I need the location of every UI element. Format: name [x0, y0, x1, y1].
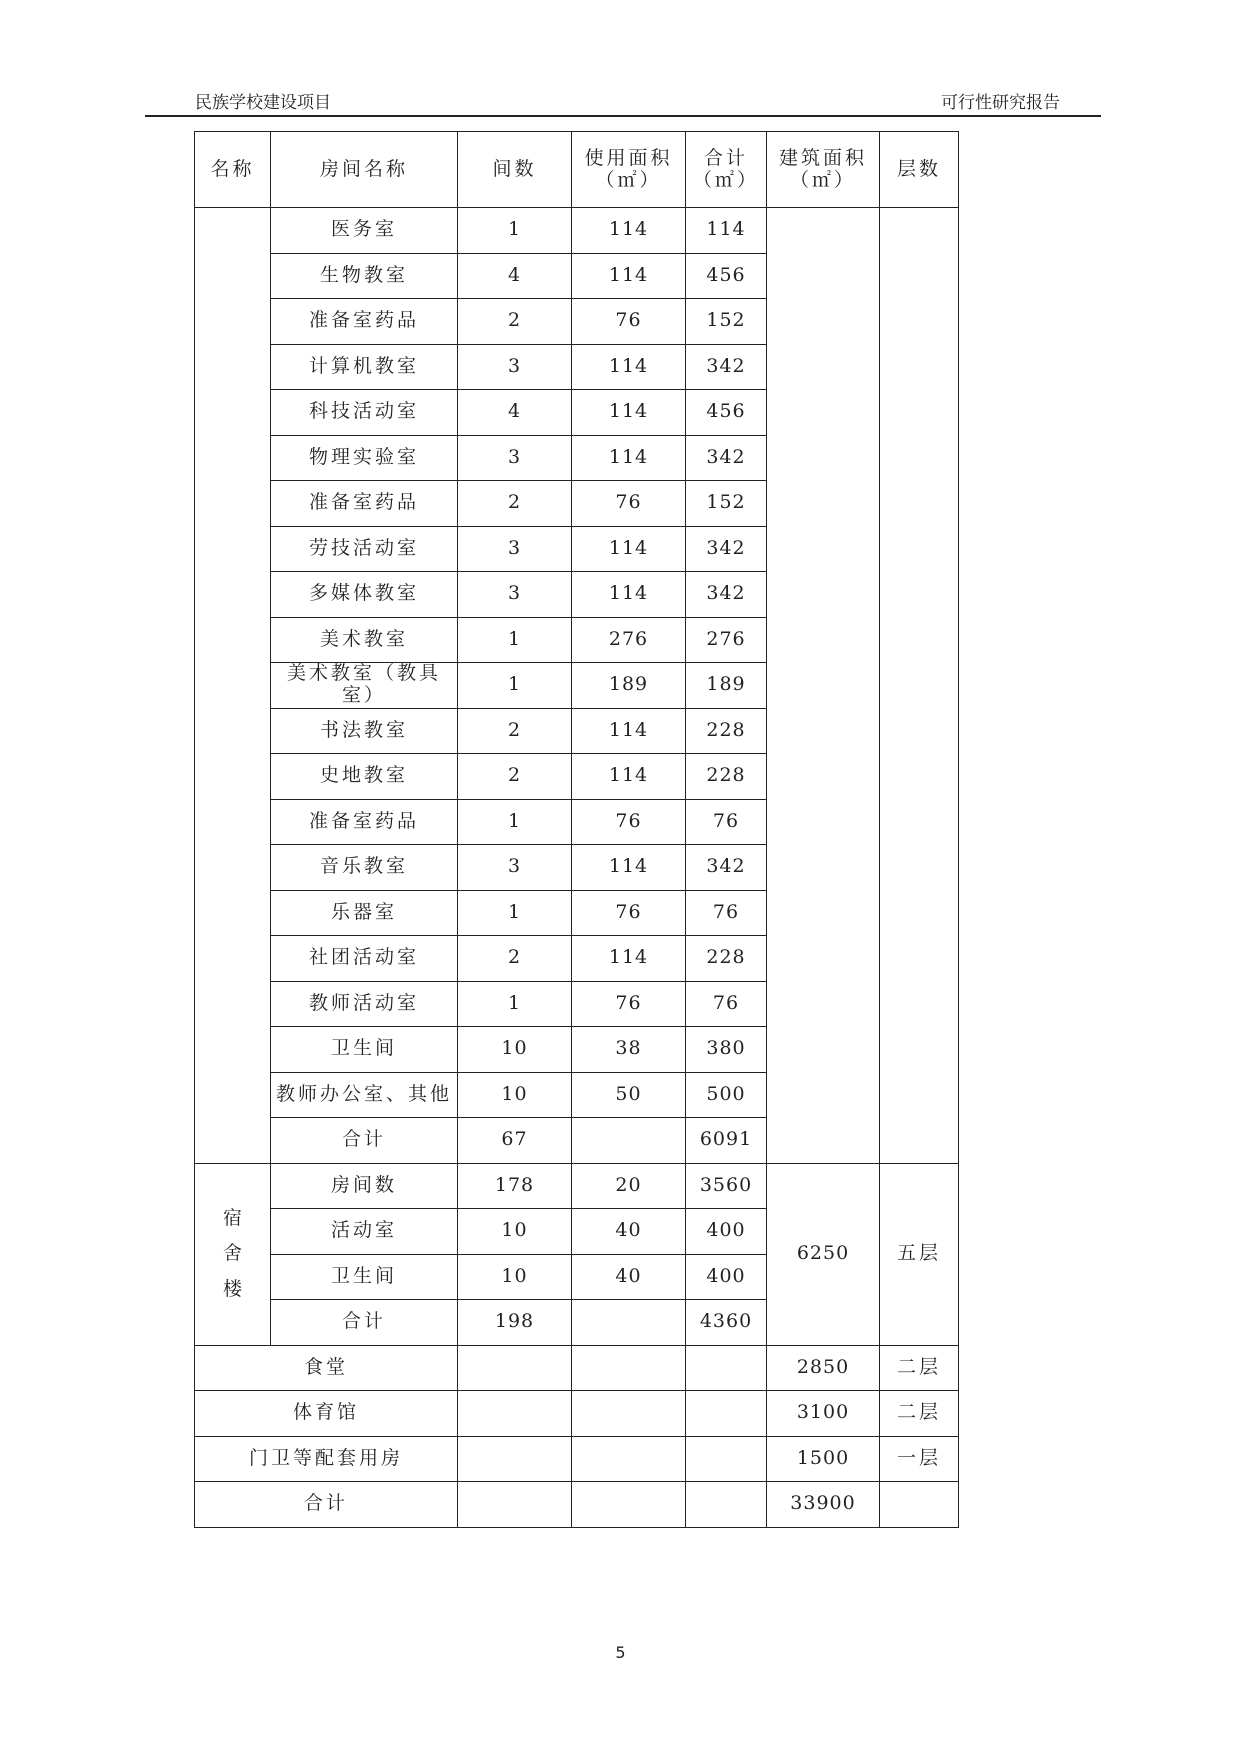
use-area-cell: 76: [572, 890, 686, 936]
use-area-cell: 76: [572, 481, 686, 527]
use-area-cell: 114: [572, 390, 686, 436]
use-area-cell: 38: [572, 1027, 686, 1073]
total-area-cell: 76: [686, 799, 767, 845]
use-area-cell: 114: [572, 208, 686, 254]
col-header-total: 合计（㎡）: [686, 132, 767, 208]
total-area-cell: 456: [686, 253, 767, 299]
room-count-cell: 2: [458, 936, 572, 982]
room-name-cell: 社团活动室: [271, 936, 458, 982]
use-area-cell: 114: [572, 845, 686, 891]
room-count-cell: 3: [458, 572, 572, 618]
use-area-cell: 114: [572, 572, 686, 618]
table-row: [195, 1391, 959, 1437]
table-header-row: [195, 132, 959, 208]
dorm-build-area-cell: 6250: [767, 1163, 880, 1345]
build-area-cell: [767, 208, 880, 1164]
total-area-cell: 380: [686, 1027, 767, 1073]
use-area-cell: 114: [572, 435, 686, 481]
table-row: [195, 1163, 959, 1209]
room-name-cell: 合计: [271, 1118, 458, 1164]
room-name-cell: 音乐教室: [271, 845, 458, 891]
floors-cell: 二层: [880, 1391, 959, 1437]
room-name-cell: 活动室: [271, 1209, 458, 1255]
total-area-cell: 189: [686, 663, 767, 709]
total-area-cell: 342: [686, 344, 767, 390]
room-count-cell: 3: [458, 845, 572, 891]
total-area-cell: 76: [686, 981, 767, 1027]
room-count-cell: 10: [458, 1209, 572, 1255]
total-area-cell: 342: [686, 572, 767, 618]
room-name-cell: 科技活动室: [271, 390, 458, 436]
room-count-cell: 10: [458, 1027, 572, 1073]
use-area-cell: 189: [572, 663, 686, 709]
total-area-cell: 342: [686, 435, 767, 481]
room-name-cell: 教师办公室、其他: [271, 1072, 458, 1118]
room-count-cell: 2: [458, 481, 572, 527]
room-name-cell: 史地教室: [271, 754, 458, 800]
use-area-cell: 76: [572, 981, 686, 1027]
building-area-table: [194, 131, 959, 1528]
room-name-cell: 乐器室: [271, 890, 458, 936]
use-area-cell: [572, 1300, 686, 1346]
build-area-cell: 3100: [767, 1391, 880, 1437]
room-count-cell: 3: [458, 435, 572, 481]
room-name-cell: 准备室药品: [271, 481, 458, 527]
use-area-cell: 114: [572, 754, 686, 800]
table-row: [195, 1482, 959, 1528]
build-area-cell: 1500: [767, 1436, 880, 1482]
page-number: 5: [615, 1643, 626, 1662]
room-count-cell: 198: [458, 1300, 572, 1346]
room-count-cell: 10: [458, 1072, 572, 1118]
use-area-cell: 76: [572, 299, 686, 345]
room-name-cell: 美术教室: [271, 617, 458, 663]
room-name-cell: 计算机教室: [271, 344, 458, 390]
room-count-cell: 1: [458, 663, 572, 709]
col-header-name: 名称: [195, 132, 271, 208]
building-name-cell: 合计: [195, 1482, 458, 1528]
use-area-cell: [572, 1436, 686, 1482]
use-area-cell: 50: [572, 1072, 686, 1118]
room-count-cell: 2: [458, 708, 572, 754]
use-area-cell: 114: [572, 526, 686, 572]
building-name-cell: 门卫等配套用房: [195, 1436, 458, 1482]
total-area-cell: 342: [686, 845, 767, 891]
room-count-cell: [458, 1436, 572, 1482]
use-area-cell: 76: [572, 799, 686, 845]
group-name-cell: [195, 208, 271, 1164]
room-count-cell: 178: [458, 1163, 572, 1209]
room-name-cell: 卫生间: [271, 1027, 458, 1073]
room-name-cell: 医务室: [271, 208, 458, 254]
total-area-cell: 6091: [686, 1118, 767, 1164]
use-area-cell: 114: [572, 708, 686, 754]
room-count-cell: 1: [458, 208, 572, 254]
room-name-cell: 准备室药品: [271, 299, 458, 345]
building-name-cell: 体育馆: [195, 1391, 458, 1437]
use-area-cell: [572, 1482, 686, 1528]
room-count-cell: [458, 1345, 572, 1391]
room-name-cell: 书法教室: [271, 708, 458, 754]
use-area-cell: [572, 1391, 686, 1437]
total-area-cell: 3560: [686, 1163, 767, 1209]
use-area-cell: 20: [572, 1163, 686, 1209]
total-area-cell: 276: [686, 617, 767, 663]
total-area-cell: 228: [686, 708, 767, 754]
floors-cell: [880, 208, 959, 1164]
use-area-cell: [572, 1118, 686, 1164]
total-area-cell: 228: [686, 936, 767, 982]
col-header-room: 房间名称: [271, 132, 458, 208]
total-area-cell: 152: [686, 481, 767, 527]
total-area-cell: 456: [686, 390, 767, 436]
total-area-cell: 342: [686, 526, 767, 572]
room-count-cell: 1: [458, 981, 572, 1027]
room-count-cell: 2: [458, 754, 572, 800]
room-count-cell: 1: [458, 890, 572, 936]
total-area-cell: [686, 1391, 767, 1437]
col-header-floors: 层数: [880, 132, 959, 208]
total-area-cell: 400: [686, 1209, 767, 1255]
header-project-title: 民族学校建设项目: [195, 93, 331, 113]
dorm-floors-cell: 五层: [880, 1163, 959, 1345]
room-name-cell: 美术教室（教具室）: [271, 663, 458, 709]
table-row: [195, 1345, 959, 1391]
build-area-cell: 33900: [767, 1482, 880, 1528]
table-row: [195, 1436, 959, 1482]
total-area-cell: [686, 1482, 767, 1528]
dorm-name-char: 舍: [222, 1242, 242, 1265]
floors-cell: [880, 1482, 959, 1528]
table-row: [195, 208, 959, 254]
floors-cell: 一层: [880, 1436, 959, 1482]
col-header-use-area: 使用面积（㎡）: [572, 132, 686, 208]
total-area-cell: [686, 1345, 767, 1391]
room-name-cell: 准备室药品: [271, 799, 458, 845]
room-name-cell: 物理实验室: [271, 435, 458, 481]
room-name-cell: 教师活动室: [271, 981, 458, 1027]
use-area-cell: [572, 1345, 686, 1391]
room-count-cell: 4: [458, 253, 572, 299]
total-area-cell: 500: [686, 1072, 767, 1118]
floors-cell: 二层: [880, 1345, 959, 1391]
room-name-cell: 生物教室: [271, 253, 458, 299]
total-area-cell: 228: [686, 754, 767, 800]
room-name-cell: 多媒体教室: [271, 572, 458, 618]
room-name-cell: 卫生间: [271, 1254, 458, 1300]
build-area-cell: 2850: [767, 1345, 880, 1391]
use-area-cell: 114: [572, 936, 686, 982]
total-area-cell: 4360: [686, 1300, 767, 1346]
room-count-cell: 4: [458, 390, 572, 436]
total-area-cell: [686, 1436, 767, 1482]
use-area-cell: 276: [572, 617, 686, 663]
room-count-cell: 2: [458, 299, 572, 345]
total-area-cell: 400: [686, 1254, 767, 1300]
room-name-cell: 房间数: [271, 1163, 458, 1209]
room-count-cell: [458, 1482, 572, 1528]
use-area-cell: 114: [572, 253, 686, 299]
col-header-build-area: 建筑面积（㎡）: [767, 132, 880, 208]
room-count-cell: 3: [458, 344, 572, 390]
room-name-cell: 劳技活动室: [271, 526, 458, 572]
room-count-cell: [458, 1391, 572, 1437]
use-area-cell: 40: [572, 1254, 686, 1300]
room-count-cell: 67: [458, 1118, 572, 1164]
dorm-name-cell: [195, 1163, 271, 1345]
page-header: [195, 88, 1060, 112]
total-area-cell: 114: [686, 208, 767, 254]
total-area-cell: 76: [686, 890, 767, 936]
header-divider: [145, 115, 1101, 117]
use-area-cell: 114: [572, 344, 686, 390]
room-count-cell: 1: [458, 617, 572, 663]
col-header-count: 间数: [458, 132, 572, 208]
room-count-cell: 3: [458, 526, 572, 572]
total-area-cell: 152: [686, 299, 767, 345]
room-count-cell: 1: [458, 799, 572, 845]
room-name-cell: 合计: [271, 1300, 458, 1346]
use-area-cell: 40: [572, 1209, 686, 1255]
building-name-cell: 食堂: [195, 1345, 458, 1391]
header-report-title: 可行性研究报告: [941, 93, 1060, 113]
room-count-cell: 10: [458, 1254, 572, 1300]
dorm-name-char: 宿: [222, 1207, 242, 1230]
dorm-name-char: 楼: [222, 1277, 242, 1300]
